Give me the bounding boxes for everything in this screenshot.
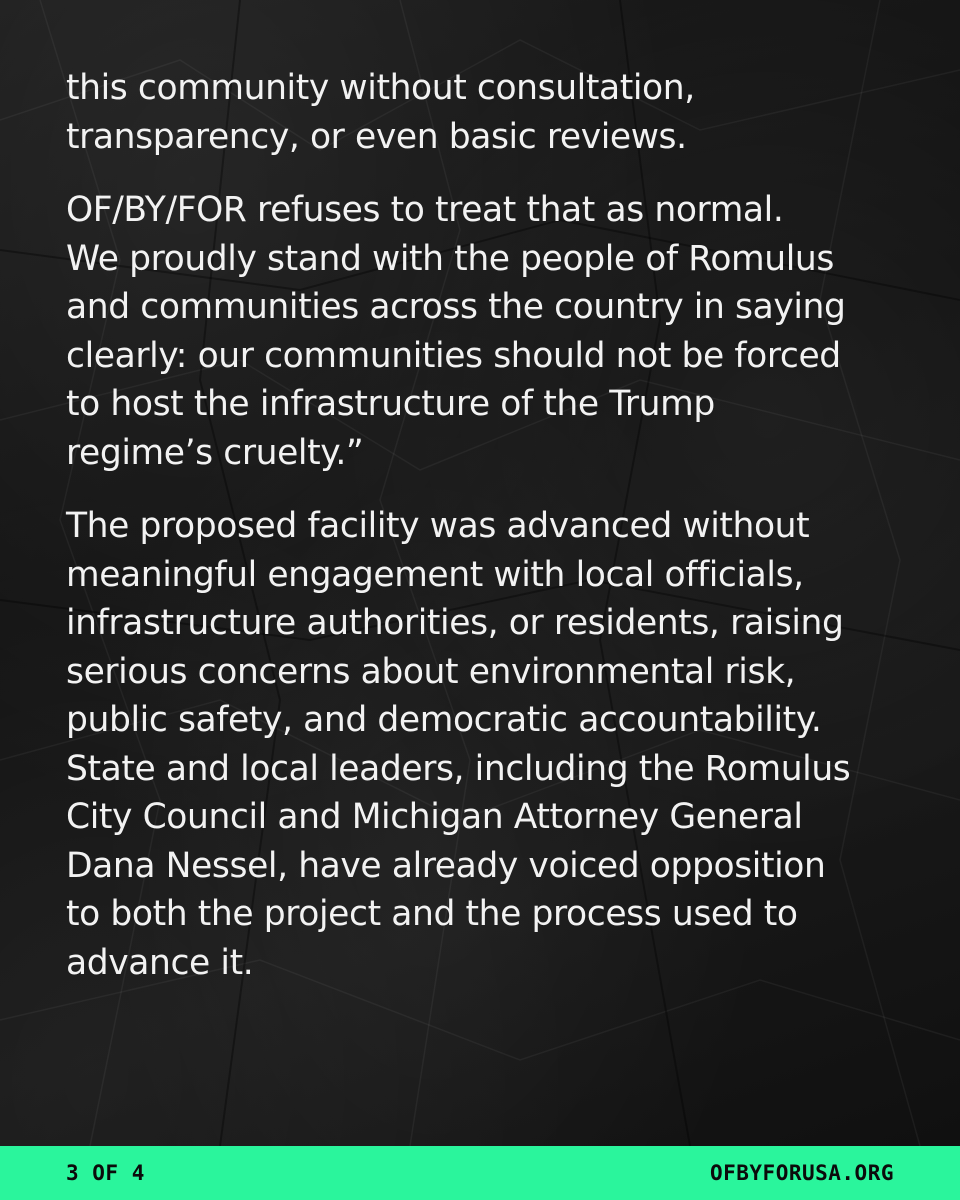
paragraph-1: this community without consultation, transparency, or even basic reviews. — [66, 68, 695, 157]
footer-bar — [0, 1146, 960, 1200]
paragraph-3: The proposed facility was advanced without meaningful engagement with local officials, infrastructure authorities, or residents, raising serious concerns about environmental risk, public safety, and democratic accountability. State and local leaders, including the Romulus City Council and Michigan Attorney General Dana Nessel, have already voiced opposition to both the project and the process used to advance it. — [66, 506, 851, 983]
page-indicator: 3 OF 4 — [66, 1161, 145, 1185]
website-link: OFBYFORUSA.ORG — [709, 1161, 894, 1185]
body-text — [66, 64, 906, 1012]
paragraph-2: OF/BY/FOR refuses to treat that as normal. We proudly stand with the people of Romulus and communities across the country in saying clearly: our communities should not be forced to host the infrastructure of the Trump regime’s cruelty.” — [66, 190, 846, 473]
